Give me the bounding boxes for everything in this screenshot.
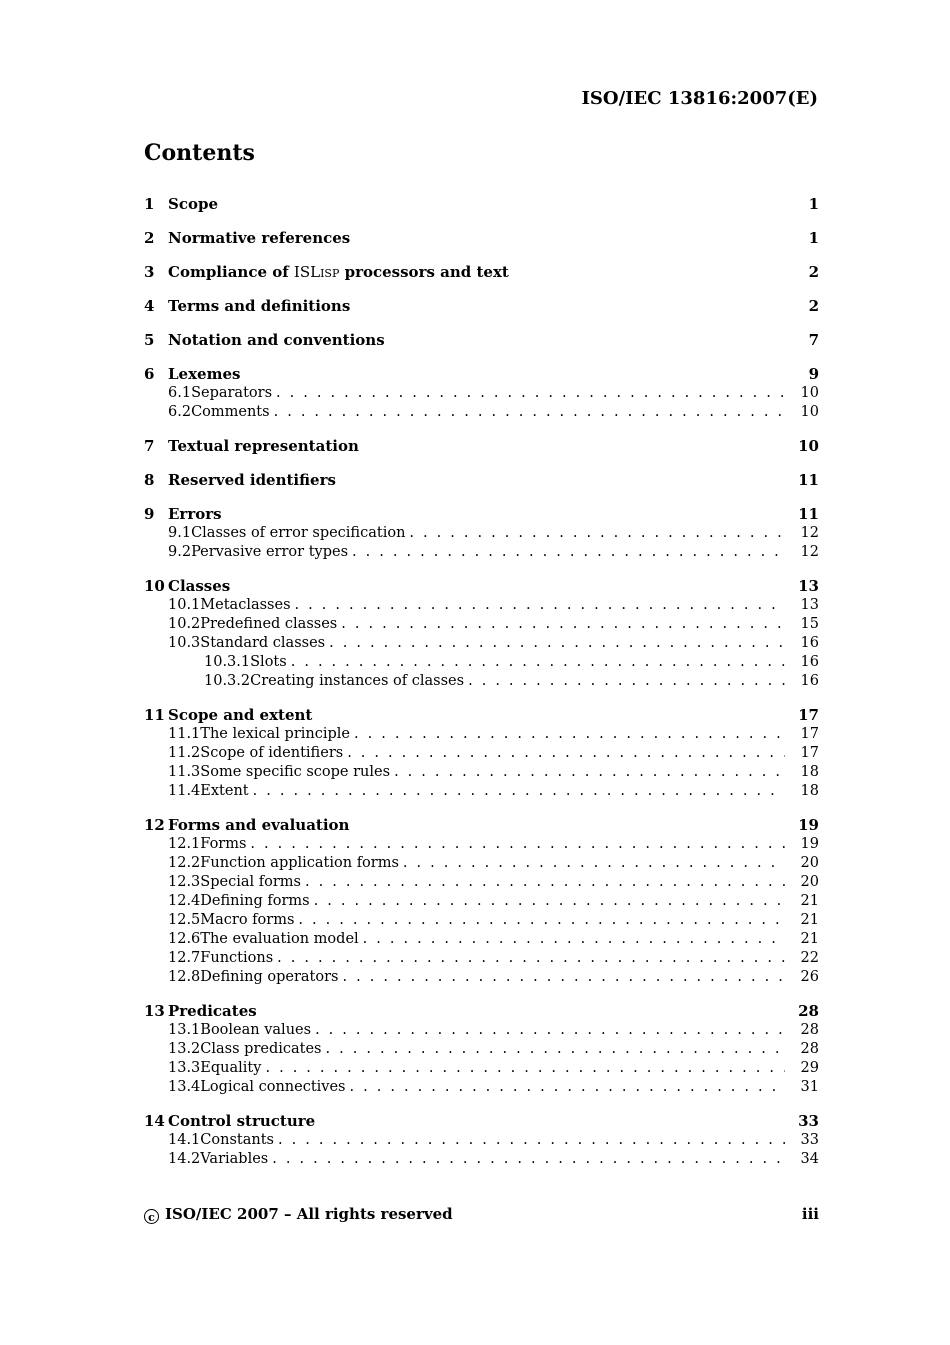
dot-leader bbox=[298, 911, 785, 930]
toc-chapter-entry[interactable] bbox=[144, 263, 819, 282]
section-title: Equality bbox=[200, 1060, 262, 1076]
section-page-number: 28 bbox=[800, 1022, 819, 1038]
dot-leader bbox=[409, 524, 785, 543]
chapter-page-number: 1 bbox=[808, 195, 819, 213]
toc-section-entry[interactable] bbox=[144, 744, 819, 763]
chapter-title: Scope and extent bbox=[168, 706, 313, 724]
chapter-page-number: 2 bbox=[808, 297, 819, 315]
chapter-number: 8 bbox=[144, 471, 155, 489]
section-title: Extent bbox=[200, 783, 249, 799]
chapter-title: Control structure bbox=[168, 1112, 316, 1130]
chapter-page-number: 17 bbox=[798, 706, 819, 724]
toc-chapter bbox=[144, 365, 819, 422]
section-title: The evaluation model bbox=[200, 931, 359, 947]
toc-chapter-entry[interactable] bbox=[144, 1112, 819, 1131]
chapter-page-number: 7 bbox=[808, 331, 819, 349]
section-title: Defining forms bbox=[200, 893, 310, 909]
document-id-header: ISO/IEC 13816:2007(E) bbox=[581, 88, 818, 109]
toc-section-entry[interactable] bbox=[144, 1131, 819, 1150]
section-title: Classes of error specification bbox=[191, 525, 406, 541]
section-title: Function application forms bbox=[200, 855, 399, 871]
chapter-number: 14 bbox=[144, 1112, 165, 1130]
section-title: Macro forms bbox=[200, 912, 295, 928]
table-of-contents bbox=[144, 195, 819, 1184]
section-number: 12.8 bbox=[168, 969, 201, 985]
toc-chapter bbox=[144, 577, 819, 691]
toc-section-entry[interactable] bbox=[144, 873, 819, 892]
dot-leader bbox=[265, 1059, 785, 1078]
dot-leader bbox=[347, 744, 785, 763]
section-title: Constants bbox=[200, 1132, 274, 1148]
toc-chapter bbox=[144, 297, 819, 316]
toc-section-entry[interactable] bbox=[144, 1150, 819, 1169]
chapter-page-number: 2 bbox=[808, 263, 819, 281]
chapter-title: Errors bbox=[168, 505, 222, 523]
chapter-number: 2 bbox=[144, 229, 155, 247]
toc-chapter bbox=[144, 263, 819, 282]
chapter-title: Terms and definitions bbox=[168, 297, 351, 315]
toc-chapter-entry[interactable] bbox=[144, 577, 819, 596]
toc-subsection-entry[interactable] bbox=[144, 672, 819, 691]
toc-section-entry[interactable] bbox=[144, 911, 819, 930]
section-number: 13.1 bbox=[168, 1022, 201, 1038]
dot-leader bbox=[468, 672, 785, 691]
dot-leader bbox=[291, 653, 785, 672]
section-page-number: 20 bbox=[800, 874, 819, 890]
section-number: 13.2 bbox=[168, 1041, 201, 1057]
toc-chapter-entry[interactable] bbox=[144, 706, 819, 725]
section-title: Boolean values bbox=[200, 1022, 312, 1038]
dot-leader bbox=[276, 384, 785, 403]
dot-leader bbox=[314, 892, 785, 911]
section-number: 12.3 bbox=[168, 874, 201, 890]
toc-section-entry[interactable] bbox=[144, 596, 819, 615]
toc-section-entry[interactable] bbox=[144, 930, 819, 949]
chapter-number: 10 bbox=[144, 577, 165, 595]
toc-chapter-entry[interactable] bbox=[144, 229, 819, 248]
dot-leader bbox=[326, 1040, 786, 1059]
dot-leader bbox=[277, 949, 785, 968]
toc-chapter-entry[interactable] bbox=[144, 365, 819, 384]
toc-chapter-entry[interactable] bbox=[144, 816, 819, 835]
chapter-page-number: 9 bbox=[808, 365, 819, 383]
section-page-number: 16 bbox=[800, 635, 819, 651]
section-title: Standard classes bbox=[200, 635, 326, 651]
section-number: 6.2 bbox=[168, 404, 192, 420]
chapter-number: 5 bbox=[144, 331, 155, 349]
section-page-number: 33 bbox=[800, 1132, 819, 1148]
dot-leader bbox=[278, 1131, 785, 1150]
section-page-number: 17 bbox=[800, 726, 819, 742]
toc-section-entry[interactable] bbox=[144, 384, 819, 403]
dot-leader bbox=[315, 1021, 785, 1040]
page-title: Contents bbox=[144, 140, 255, 166]
chapter-title: Normative references bbox=[168, 229, 351, 247]
toc-section-entry[interactable] bbox=[144, 1040, 819, 1059]
chapter-title: Compliance of ISLISP processors and text bbox=[168, 263, 509, 281]
section-number: 12.6 bbox=[168, 931, 201, 947]
section-title: Some specific scope rules bbox=[200, 764, 391, 780]
toc-section-entry[interactable] bbox=[144, 725, 819, 744]
chapter-page-number: 28 bbox=[798, 1002, 819, 1020]
dot-leader bbox=[350, 1078, 786, 1097]
chapter-title: Predicates bbox=[168, 1002, 257, 1020]
section-number: 12.2 bbox=[168, 855, 201, 871]
copyright-icon: c bbox=[144, 1209, 159, 1224]
section-number: 9.2 bbox=[168, 544, 192, 560]
section-page-number: 22 bbox=[800, 950, 819, 966]
section-page-number: 21 bbox=[800, 893, 819, 909]
toc-section-entry[interactable] bbox=[144, 782, 819, 801]
toc-chapter bbox=[144, 437, 819, 456]
section-page-number: 10 bbox=[800, 404, 819, 420]
toc-chapter-entry[interactable] bbox=[144, 471, 819, 490]
chapter-number: 12 bbox=[144, 816, 165, 834]
chapter-title: Lexemes bbox=[168, 365, 241, 383]
section-number: 12.7 bbox=[168, 950, 201, 966]
section-page-number: 12 bbox=[800, 544, 819, 560]
section-page-number: 17 bbox=[800, 745, 819, 761]
chapter-number: 1 bbox=[144, 195, 155, 213]
section-number: 13.3 bbox=[168, 1060, 201, 1076]
section-number: 11.4 bbox=[168, 783, 201, 799]
footer-page-number: iii bbox=[801, 1205, 819, 1223]
chapter-title: Reserved identifiers bbox=[168, 471, 336, 489]
section-title: Forms bbox=[200, 836, 247, 852]
copyright-text: ISO/IEC 2007 – All rights reserved bbox=[165, 1205, 453, 1223]
chapter-title: Forms and evaluation bbox=[168, 816, 350, 834]
dot-leader bbox=[341, 615, 785, 634]
section-page-number: 29 bbox=[800, 1060, 819, 1076]
toc-chapter-entry[interactable] bbox=[144, 331, 819, 350]
section-number: 12.5 bbox=[168, 912, 201, 928]
section-number: 9.1 bbox=[168, 525, 192, 541]
section-number: 13.4 bbox=[168, 1079, 201, 1095]
section-number: 11.3 bbox=[168, 764, 201, 780]
chapter-number: 3 bbox=[144, 263, 155, 281]
section-page-number: 21 bbox=[800, 931, 819, 947]
section-number: 11.1 bbox=[168, 726, 201, 742]
subsection-title: Slots bbox=[250, 654, 287, 670]
dot-leader bbox=[352, 543, 785, 562]
section-page-number: 15 bbox=[800, 616, 819, 632]
chapter-page-number: 13 bbox=[798, 577, 819, 595]
toc-chapter-entry[interactable] bbox=[144, 195, 819, 214]
dot-leader bbox=[274, 403, 785, 422]
section-page-number: 31 bbox=[800, 1079, 819, 1095]
dot-leader bbox=[250, 835, 785, 854]
toc-section-entry[interactable] bbox=[144, 968, 819, 987]
toc-section-entry[interactable] bbox=[144, 892, 819, 911]
section-title: Logical connectives bbox=[200, 1079, 346, 1095]
chapter-title: Notation and conventions bbox=[168, 331, 385, 349]
section-title: Comments bbox=[191, 404, 270, 420]
dot-leader bbox=[363, 930, 785, 949]
section-title: Variables bbox=[200, 1151, 269, 1167]
toc-section-entry[interactable] bbox=[144, 1059, 819, 1078]
section-number: 10.2 bbox=[168, 616, 201, 632]
toc-section-entry[interactable] bbox=[144, 763, 819, 782]
chapter-number: 9 bbox=[144, 505, 155, 523]
toc-section-entry[interactable] bbox=[144, 543, 819, 562]
section-page-number: 10 bbox=[800, 385, 819, 401]
toc-section-entry[interactable] bbox=[144, 403, 819, 422]
dot-leader bbox=[342, 968, 785, 987]
section-number: 12.4 bbox=[168, 893, 201, 909]
dot-leader bbox=[272, 1150, 785, 1169]
toc-section-entry[interactable] bbox=[144, 949, 819, 968]
toc-chapter-entry[interactable] bbox=[144, 505, 819, 524]
toc-section-entry[interactable] bbox=[144, 835, 819, 854]
chapter-page-number: 10 bbox=[798, 437, 819, 455]
toc-chapter bbox=[144, 471, 819, 490]
dot-leader bbox=[354, 725, 785, 744]
dot-leader bbox=[253, 782, 785, 801]
section-title: Predefined classes bbox=[200, 616, 338, 632]
section-page-number: 18 bbox=[800, 783, 819, 799]
section-number: 12.1 bbox=[168, 836, 201, 852]
section-number: 10.3 bbox=[168, 635, 201, 651]
section-number: 10.1 bbox=[168, 597, 201, 613]
toc-section-entry[interactable] bbox=[144, 1021, 819, 1040]
chapter-page-number: 19 bbox=[798, 816, 819, 834]
subsection-page-number: 16 bbox=[800, 673, 819, 689]
chapter-page-number: 1 bbox=[808, 229, 819, 247]
toc-chapter bbox=[144, 816, 819, 987]
toc-chapter bbox=[144, 195, 819, 214]
section-title: Defining operators bbox=[200, 969, 339, 985]
chapter-title: Classes bbox=[168, 577, 231, 595]
dot-leader bbox=[394, 763, 785, 782]
section-title: Separators bbox=[191, 385, 273, 401]
section-title: Scope of identifiers bbox=[200, 745, 344, 761]
section-title: Metaclasses bbox=[200, 597, 291, 613]
chapter-number: 11 bbox=[144, 706, 165, 724]
subsection-title: Creating instances of classes bbox=[250, 673, 465, 689]
dot-leader bbox=[295, 596, 785, 615]
toc-chapter bbox=[144, 706, 819, 801]
toc-section-entry[interactable] bbox=[144, 634, 819, 653]
section-title: Pervasive error types bbox=[191, 544, 349, 560]
toc-chapter bbox=[144, 1112, 819, 1169]
section-page-number: 19 bbox=[800, 836, 819, 852]
toc-chapter bbox=[144, 1002, 819, 1097]
subsection-page-number: 16 bbox=[800, 654, 819, 670]
dot-leader bbox=[305, 873, 785, 892]
subsection-number: 10.3.1 bbox=[204, 654, 251, 670]
chapter-number: 4 bbox=[144, 297, 155, 315]
chapter-page-number: 33 bbox=[798, 1112, 819, 1130]
section-number: 11.2 bbox=[168, 745, 201, 761]
dot-leader bbox=[403, 854, 785, 873]
section-number: 6.1 bbox=[168, 385, 192, 401]
toc-section-entry[interactable] bbox=[144, 854, 819, 873]
section-page-number: 21 bbox=[800, 912, 819, 928]
section-title: The lexical principle bbox=[200, 726, 350, 742]
toc-chapter-entry[interactable] bbox=[144, 297, 819, 316]
chapter-title: Scope bbox=[168, 195, 219, 213]
toc-chapter bbox=[144, 331, 819, 350]
toc-chapter bbox=[144, 229, 819, 248]
section-page-number: 26 bbox=[800, 969, 819, 985]
section-number: 14.2 bbox=[168, 1151, 201, 1167]
section-page-number: 20 bbox=[800, 855, 819, 871]
chapter-title: Textual representation bbox=[168, 437, 359, 455]
toc-section-entry[interactable] bbox=[144, 1078, 819, 1097]
copyright-notice bbox=[144, 1205, 453, 1224]
section-page-number: 18 bbox=[800, 764, 819, 780]
page-footer bbox=[144, 1205, 819, 1224]
toc-chapter-entry[interactable] bbox=[144, 437, 819, 456]
chapter-number: 13 bbox=[144, 1002, 165, 1020]
section-title: Functions bbox=[200, 950, 274, 966]
section-page-number: 28 bbox=[800, 1041, 819, 1057]
toc-chapter-entry[interactable] bbox=[144, 1002, 819, 1021]
section-number: 14.1 bbox=[168, 1132, 201, 1148]
section-page-number: 12 bbox=[800, 525, 819, 541]
toc-subsection-entry[interactable] bbox=[144, 653, 819, 672]
toc-section-entry[interactable] bbox=[144, 524, 819, 543]
chapter-number: 6 bbox=[144, 365, 155, 383]
dot-leader bbox=[329, 634, 785, 653]
toc-chapter bbox=[144, 505, 819, 562]
chapter-number: 7 bbox=[144, 437, 155, 455]
chapter-page-number: 11 bbox=[798, 471, 819, 489]
section-title: Class predicates bbox=[200, 1041, 322, 1057]
toc-section-entry[interactable] bbox=[144, 615, 819, 634]
subsection-number: 10.3.2 bbox=[204, 673, 251, 689]
section-page-number: 34 bbox=[800, 1151, 819, 1167]
section-title: Special forms bbox=[200, 874, 301, 890]
chapter-page-number: 11 bbox=[798, 505, 819, 523]
section-page-number: 13 bbox=[800, 597, 819, 613]
